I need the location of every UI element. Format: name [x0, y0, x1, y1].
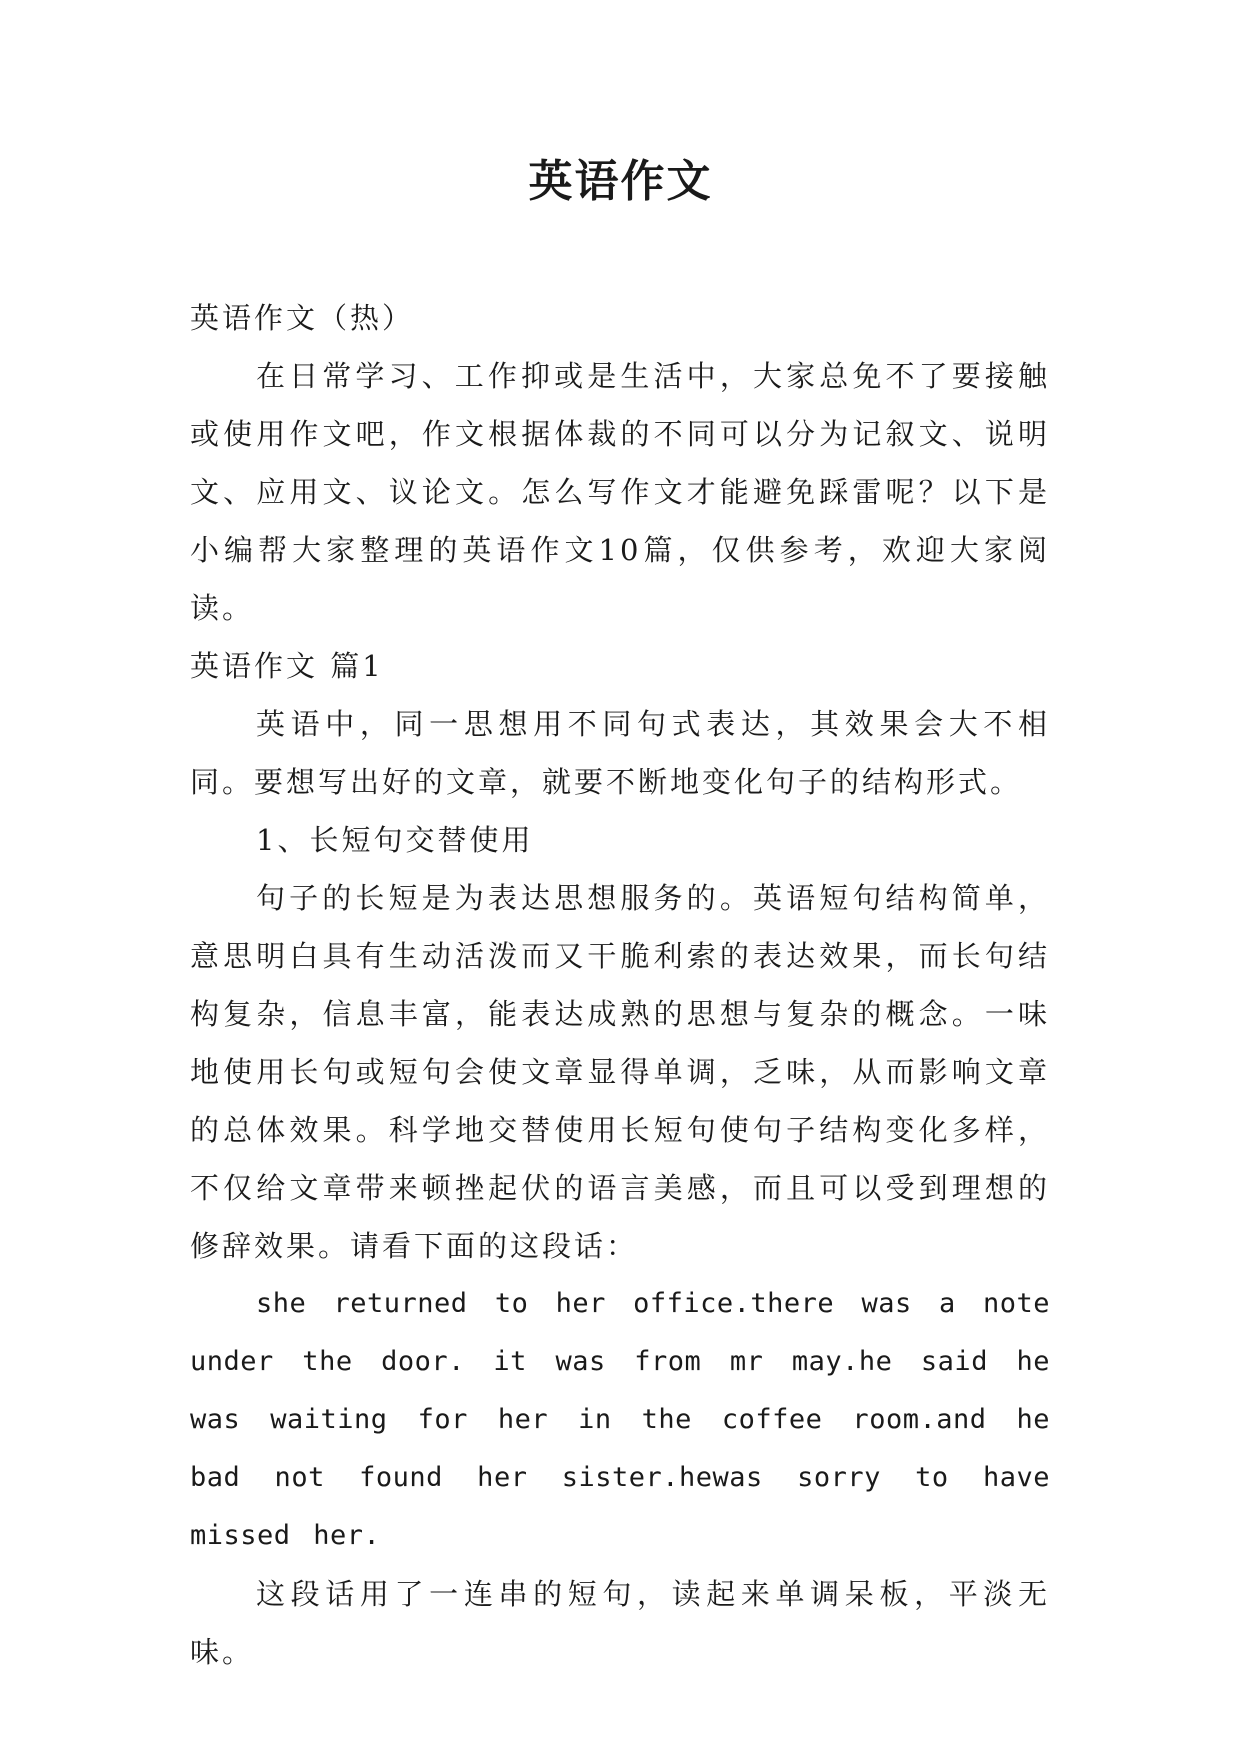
english-example: she returned to her office.there was a note under the door. it was from mr may.he said he was waiting for her in the coffee room.and he bad not found her sister.hewas sorry to have missed her.: [190, 1288, 1050, 1551]
paragraph-3: 这段话用了一连串的短句，读起来单调呆板，平淡无味。: [190, 1577, 1050, 1669]
section-heading: 英语作文 篇1: [190, 649, 384, 683]
document-body: [190, 289, 1050, 1681]
paragraph-1: 英语中，同一思想用不同句式表达，其效果会大不相同。要想写出好的文章，就要不断地变化句子的结构形式。: [190, 707, 1050, 799]
subtitle: 英语作文（热）: [190, 301, 415, 335]
document-title: 英语作文: [528, 156, 713, 207]
paragraph-2: 句子的长短是为表达思想服务的。英语短句结构简单，意思明白具有生动活泼而又干脆利索的表达效果，而长句结构复杂，信息丰富，能表达成熟的思想与复杂的概念。一味地使用长句或短句会使文章显得单调，乏味，从而影响文章的总体效果。科学地交替使用长短句使句子结构变化多样，不仅给文章带来顿挫起伏的语言美感，而且可以受到理想的修辞效果。请看下面的这段话：: [190, 881, 1050, 1263]
point-heading-1: 1、长短句交替使用: [256, 823, 534, 857]
intro-paragraph: 在日常学习、工作抑或是生活中，大家总免不了要接触或使用作文吧，作文根据体裁的不同可以分为记叙文、说明文、应用文、议论文。怎么写作文才能避免踩雷呢？以下是小编帮大家整理的英语作文10篇，仅供参考，欢迎大家阅读。: [190, 359, 1050, 625]
